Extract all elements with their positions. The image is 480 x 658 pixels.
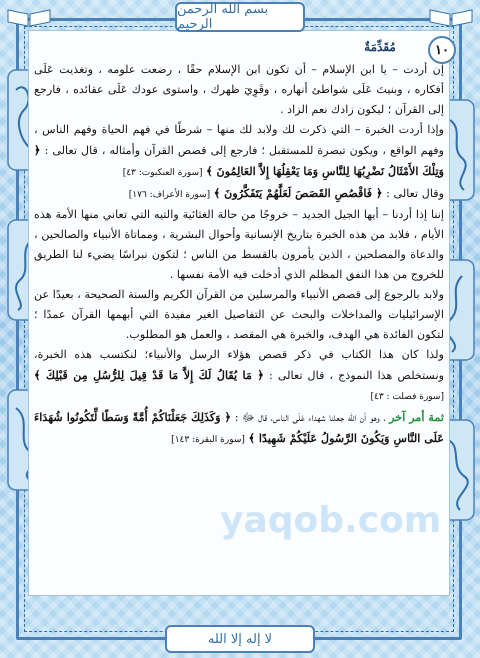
shahada-banner [165,625,315,653]
body-text [34,60,444,450]
shahada-text: لا إله إلا الله [207,631,273,647]
paragraph-7 [34,407,444,450]
verse-reference-1: [سورة العنكبوت: ٤٣] [122,168,203,178]
quran-verse-3: ﴿ مَا يُقَالُ لَكَ إِلاَّ مَا قَدْ قِيلَ لِلرُّسُلِ مِن قَبْلِكَ ﴾ [34,368,264,382]
another-matter-label: ثمة أمر آخر [389,410,445,424]
paragraph-3 [34,183,444,205]
paragraph-3-text: وقال تعالى : [386,187,444,200]
basmala-text: بسم الله الرحمن الرحيم [177,2,269,32]
verse-reference-4: [سورة البقرة: ١٤٣] [171,435,245,445]
paragraph-5: ولابد بالرجوع إلى قصص الأنبياء والمرسلين من القرآن الكريم والسنة الصحيحة ، بعيدًا عن الإسرائيليات والمداخلات والبحث عن التفاصيل الغير مفيدة التي أبهمها القرآن عمدًا ؛ لتكون الفائدة هي الهدف، والخبرة هي المقصد ، والعمل هو المطلوب. [34,288,444,341]
quran-verse-4: ﴿ وَكَذَلِكَ جَعَلْنَاكُمْ أُمَّةً وَسَطًا لِّتَكُونُوا شُهَدَاءَ عَلَى النَّاسِ وَيَكُونَ الرَّسُولُ عَلَيْكُمْ شَهِيدًا ﴾ [34,410,444,445]
paragraph-2 [34,120,444,183]
paragraph-6 [34,345,444,407]
basmala-banner [175,2,305,32]
quran-verse-1: ﴿ وَتِلْكَ الأَمْثَالُ نَضْرِبُهَا لِلنَّاسِ وَمَا يَعْقِلُهَا إِلاَّ العَالِمُونَ ﴾ [34,143,444,178]
paragraph-2-text: وإذا أردت الخبرة – التي ذكرت لك ولابد لك منها – شرطًا في فهم الحياة وفهم الناس ، وفهم الواقع ، ويكون تبصرة للمستقبل ؛ فارجع إلى قصص القرآن وأمثاله ، قال تعالى : [34,123,444,157]
open-book-icon-right [428,4,474,28]
open-book-icon-left [6,4,52,28]
watermark: yaqob.com [220,500,442,541]
verse-reference-2: [سورة الأعراف: ١٧٦] [128,190,211,200]
verse-reference-3: [سورة فصلت : ٤٣] [370,392,444,402]
section-title: مُقَدِّمَةٌ [364,40,396,54]
paragraph-1: إن أردت – يا ابن الإسلام – أن تكون ابن الإسلام حقًا ، رضعت علومه ، وتغذيت عَلَى أفكاره ، وبنيتَ عَلَى شواطئ أنهاره ، وقَوِيَ ظهرك ، واستوى عودك عَلَى عقائده ، فارجع إلى القرآن ؛ ليكون زادك نعم الزاد . [34,63,444,116]
paragraph-6-text: ولذا كان هذا الكتاب في ذكر قصص هؤلاء الرسل والأنبياء؛ لنكتسب هذه الخبرة، ونستخلص هذا النموذج ، قال تعالى : [34,348,445,382]
paragraph-7-text: ، وهو أن الله جعلنا شهداء عَلَى الناس، قال ﷻ : [234,411,386,424]
quran-verse-2: ﴿ فَاقْصُصِ القَصَصَ لَعَلَّهُمْ يَتَفَكَّرُونَ ﴾ [213,186,383,200]
paragraph-4: إننا إذا أردنا – أيها الجيل الجديد – خروجًا من حالة الغثائية والتيه التي تعاني منها الأمة هذه الأيام ، فلابد من هذه الخبرة بتاريخ الإنسانية وأحوال البشرية ، ومماتاة الأنبياء والصالحين ، والدعاة والمصلحين ، الذين يأمرون بالقسط من الناس ؛ لتكون نبراسًا يضيء لنا الطريق للخروج من هذا النفق المظلم الذي أدخلت فيه الأمة نفسها . [34,208,444,281]
page-number: ١٠ [428,36,456,64]
